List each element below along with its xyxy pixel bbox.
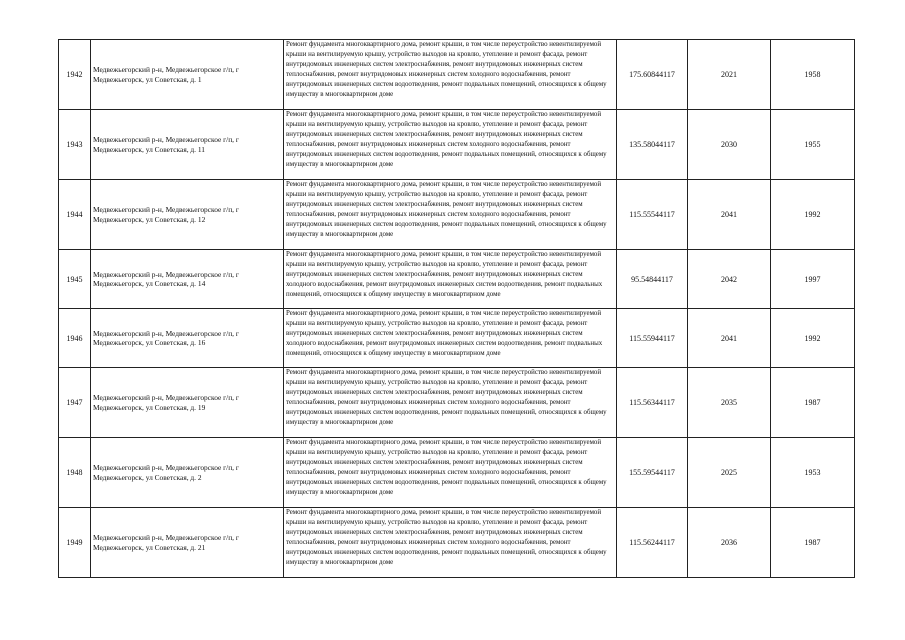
address-cell: Медвежьегорский р-н, Медвежьегорское г/п, г Медвежьегорск, ул Советская, д. 2 [91, 438, 284, 508]
row-number: 1949 [59, 508, 91, 578]
cost-cell: 155.59544117 [617, 438, 688, 508]
works-cell: Ремонт фундамента многоквартирного дома, ремонт крыши, в том числе переустройство невентилируемой крыши на вентилируемую крышу, устройство выходов на кровлю, утепление и ремонт фасада, ремонт внутридомовых инженерных систем электроснабжения, ремонт внутридомовых инженерных систем теплоснабжения, ремонт внутридомовых инженерных систем холодного водоснабжения, ремонт внутридомовых инженерных систем водоотведения, ремонт подвальных помещений, относящихся к общему имуществу в многоквартирном доме [284, 438, 617, 508]
row-number: 1944 [59, 180, 91, 250]
works-cell: Ремонт фундамента многоквартирного дома, ремонт крыши, в том числе переустройство невентилируемой крыши на вентилируемую крышу, устройство выходов на кровлю, утепление и ремонт фасада, ремонт внутридомовых инженерных систем электроснабжения, ремонт внутридомовых инженерных систем теплоснабжения, ремонт внутридомовых инженерных систем холодного водоснабжения, ремонт внутридомовых инженерных систем водоотведения, ремонт подвальных помещений, относящихся к общему имуществу в многоквартирном доме [284, 40, 617, 110]
repair-year-cell: 2042 [688, 250, 771, 309]
works-cell: Ремонт фундамента многоквартирного дома, ремонт крыши, в том числе переустройство невентилируемой крыши на вентилируемую крышу, устройство выходов на кровлю, утепление и ремонт фасада, ремонт внутридомовых инженерных систем электроснабжения, ремонт внутридомовых инженерных систем теплоснабжения, ремонт внутридомовых инженерных систем холодного водоснабжения, ремонт внутридомовых инженерных систем водоотведения, ремонт подвальных помещений, относящихся к общему имуществу в многоквартирном доме [284, 110, 617, 180]
table-row [59, 110, 855, 180]
row-number: 1947 [59, 368, 91, 438]
build-year-cell: 1987 [771, 368, 855, 438]
cost-cell: 135.58044117 [617, 110, 688, 180]
repair-year-cell: 2041 [688, 180, 771, 250]
table-row [59, 40, 855, 110]
build-year-cell: 1987 [771, 508, 855, 578]
cost-cell: 95.54844117 [617, 250, 688, 309]
cost-cell: 115.56244117 [617, 508, 688, 578]
repair-year-cell: 2025 [688, 438, 771, 508]
row-number: 1945 [59, 250, 91, 309]
repair-year-cell: 2035 [688, 368, 771, 438]
repair-year-cell: 2021 [688, 40, 771, 110]
address-cell: Медвежьегорский р-н, Медвежьегорское г/п, г Медвежьегорск, ул Советская, д. 11 [91, 110, 284, 180]
cost-cell: 115.56344117 [617, 368, 688, 438]
row-number: 1943 [59, 110, 91, 180]
build-year-cell: 1955 [771, 110, 855, 180]
address-cell: Медвежьегорский р-н, Медвежьегорское г/п, г Медвежьегорск, ул Советская, д. 14 [91, 250, 284, 309]
registry-table [58, 39, 855, 578]
build-year-cell: 1953 [771, 438, 855, 508]
address-cell: Медвежьегорский р-н, Медвежьегорское г/п, г Медвежьегорск, ул Советская, д. 12 [91, 180, 284, 250]
works-cell: Ремонт фундамента многоквартирного дома, ремонт крыши, в том числе переустройство невентилируемой крыши на вентилируемую крышу, устройство выходов на кровлю, утепление и ремонт фасада, ремонт внутридомовых инженерных систем электроснабжения, ремонт внутридомовых инженерных систем холодного водоснабжения, ремонт внутридомовых инженерных систем водоотведения, ремонт подвальных помещений, относящихся к общему имуществу в многоквартирном доме [284, 250, 617, 309]
row-number: 1942 [59, 40, 91, 110]
repair-year-cell: 2041 [688, 309, 771, 368]
address-cell: Медвежьегорский р-н, Медвежьегорское г/п, г Медвежьегорск, ул Советская, д. 19 [91, 368, 284, 438]
address-cell: Медвежьегорский р-н, Медвежьегорское г/п, г Медвежьегорск, ул Советская, д. 16 [91, 309, 284, 368]
build-year-cell: 1997 [771, 250, 855, 309]
table-row [59, 180, 855, 250]
row-number: 1948 [59, 438, 91, 508]
works-cell: Ремонт фундамента многоквартирного дома, ремонт крыши, в том числе переустройство невентилируемой крыши на вентилируемую крышу, устройство выходов на кровлю, утепление и ремонт фасада, ремонт внутридомовых инженерных систем электроснабжения, ремонт внутридомовых инженерных систем теплоснабжения, ремонт внутридомовых инженерных систем холодного водоснабжения, ремонт внутридомовых инженерных систем водоотведения, ремонт подвальных помещений, относящихся к общему имуществу в многоквартирном доме [284, 508, 617, 578]
repair-year-cell: 2030 [688, 110, 771, 180]
repair-year-cell: 2036 [688, 508, 771, 578]
build-year-cell: 1958 [771, 40, 855, 110]
table-row [59, 368, 855, 438]
cost-cell: 115.55544117 [617, 180, 688, 250]
cost-cell: 175.60844117 [617, 40, 688, 110]
row-number: 1946 [59, 309, 91, 368]
table-row [59, 250, 855, 309]
address-cell: Медвежьегорский р-н, Медвежьегорское г/п, г Медвежьегорск, ул Советская, д. 1 [91, 40, 284, 110]
works-cell: Ремонт фундамента многоквартирного дома, ремонт крыши, в том числе переустройство невентилируемой крыши на вентилируемую крышу, устройство выходов на кровлю, утепление и ремонт фасада, ремонт внутридомовых инженерных систем электроснабжения, ремонт внутридомовых инженерных систем теплоснабжения, ремонт внутридомовых инженерных систем холодного водоснабжения, ремонт внутридомовых инженерных систем водоотведения, ремонт подвальных помещений, относящихся к общему имуществу в многоквартирном доме [284, 368, 617, 438]
cost-cell: 115.55944117 [617, 309, 688, 368]
table-row [59, 438, 855, 508]
build-year-cell: 1992 [771, 180, 855, 250]
works-cell: Ремонт фундамента многоквартирного дома, ремонт крыши, в том числе переустройство невентилируемой крыши на вентилируемую крышу, устройство выходов на кровлю, утепление и ремонт фасада, ремонт внутридомовых инженерных систем электроснабжения, ремонт внутридомовых инженерных систем теплоснабжения, ремонт внутридомовых инженерных систем холодного водоснабжения, ремонт внутридомовых инженерных систем водоотведения, ремонт подвальных помещений, относящихся к общему имуществу в многоквартирном доме [284, 180, 617, 250]
table-row [59, 508, 855, 578]
works-cell: Ремонт фундамента многоквартирного дома, ремонт крыши, в том числе переустройство невентилируемой крыши на вентилируемую крышу, устройство выходов на кровлю, утепление и ремонт фасада, ремонт внутридомовых инженерных систем электроснабжения, ремонт внутридомовых инженерных систем холодного водоснабжения, ремонт внутридомовых инженерных систем водоотведения, ремонт подвальных помещений, относящихся к общему имуществу в многоквартирном доме [284, 309, 617, 368]
address-cell: Медвежьегорский р-н, Медвежьегорское г/п, г Медвежьегорск, ул Советская, д. 21 [91, 508, 284, 578]
table-row [59, 309, 855, 368]
build-year-cell: 1992 [771, 309, 855, 368]
